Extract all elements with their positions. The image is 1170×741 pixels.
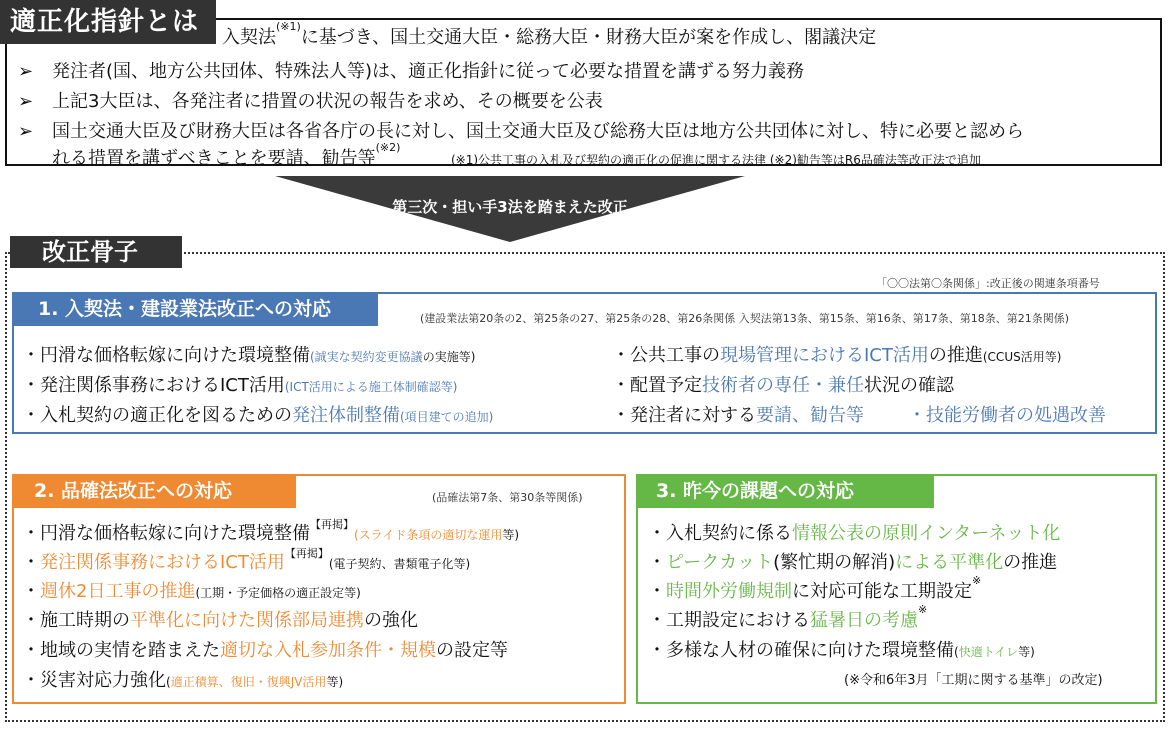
- footnote-marker: ※: [972, 574, 982, 587]
- bullet-text: 国土交通大臣及び財務大臣は各省各庁の長に対し、国土交通大臣及び総務大臣は地方公共団体に対し、特に必要と認めら: [52, 121, 1024, 142]
- section1-item: [612, 401, 864, 427]
- item-highlight: 発注関係事務におけるICT活用: [40, 552, 285, 573]
- item-text: 等): [1018, 645, 1035, 659]
- item-text: ・入札契約の適正化を図るための: [22, 405, 292, 426]
- item-text: の設定等: [436, 640, 508, 661]
- bullet-item: [18, 87, 603, 113]
- item-highlight: 適正積算、復旧・復興JV活用: [170, 675, 327, 689]
- section3-item: [648, 519, 1060, 545]
- bullet-continuation: [52, 141, 401, 170]
- intro-line: [222, 20, 877, 49]
- item-text: ・災害対応力強化: [22, 670, 166, 691]
- section2-item: [22, 548, 470, 574]
- item-text: ・入札契約に係る: [648, 523, 792, 544]
- bullet-text: 発注者(国、地方公共団体、特殊法人等)は、適正化指針に従って必要な措置を講ずる努力義務: [52, 61, 805, 82]
- item-text: ・円滑な価格転嫁に向けた環境整備: [22, 345, 310, 366]
- section-title-outline: 改正骨子: [10, 236, 182, 268]
- arrow-bullet-icon: ➢: [18, 61, 34, 82]
- item-highlight: (誠実な契約変更協議: [310, 350, 423, 364]
- item-text: 等): [502, 528, 520, 542]
- item-text: の実施等): [422, 350, 476, 364]
- legend-note: 「〇〇法第〇条関係」:改正後の関連条項番号: [876, 277, 1100, 290]
- bullet-item: [18, 57, 804, 83]
- section1-item: [22, 341, 475, 367]
- item-text: の推進: [1003, 552, 1058, 573]
- bullet-item: [18, 117, 1024, 143]
- section3-item: [648, 603, 928, 632]
- section2-item: [22, 577, 361, 603]
- item-text: に対応可能な工期設定: [792, 581, 972, 602]
- section3-item: [648, 574, 982, 603]
- item-text: 状況の確認: [864, 375, 954, 396]
- intro-text-b: に基づき、国土交通大臣・総務大臣・財務大臣が案を作成し、閣議決定: [300, 27, 877, 48]
- bullet-text: 上記3大臣は、各発注者に措置の状況の報告を求め、その概要を公表: [52, 91, 603, 112]
- section2-item: [22, 636, 508, 662]
- section1-item-highlight: ・技能労働者の処遇改善: [908, 405, 1106, 426]
- section1-item: [22, 401, 493, 427]
- arrow-label: 第三次・担い手3法を踏まえた改正: [392, 198, 628, 216]
- section2-item: [22, 519, 519, 545]
- arrow-bullet-icon: ➢: [18, 91, 34, 112]
- item-text: ・施工時期の: [22, 610, 130, 631]
- item-text: (: [954, 645, 959, 659]
- item-bullet: ・: [648, 581, 666, 602]
- item-highlight: 快適トイレ: [958, 645, 1019, 659]
- item-highlight: 猛暑日の考慮: [810, 610, 918, 631]
- item-text: ・配置予定: [612, 375, 702, 396]
- repost-marker: 【再掲】: [310, 518, 354, 531]
- item-highlight: (スライド条項の適切な運用: [354, 528, 503, 542]
- section3-title: 3. 昨今の課題への対応: [636, 474, 934, 508]
- item-highlight: 平準化に向けた関係部局連携: [130, 610, 364, 631]
- item-highlight: による平準化: [895, 552, 1004, 573]
- item-highlight: 現場管理におけるICT活用: [720, 345, 929, 366]
- section1-title: 1. 入契法・建設業法改正への対応: [12, 292, 378, 326]
- item-text: ・発注者に対する: [612, 405, 756, 426]
- section3-item: [648, 548, 1057, 574]
- item-text: ・発注関係事務におけるICT活用: [22, 375, 285, 396]
- item-highlight: ピークカット: [666, 552, 774, 573]
- footnote: (※1)公共工事の入札及び契約の適正化の促進に関する法律 (※2)勧告等はR6品確法等改正法で追加: [451, 153, 981, 167]
- item-highlight: 情報公表の原則インターネット化: [792, 523, 1061, 544]
- section2-title: 2. 品確法改正への対応: [12, 474, 296, 508]
- item-highlight: (ICT活用による施工体制確認等): [284, 380, 458, 394]
- section2-item: [22, 606, 418, 632]
- item-note: (CCUS活用等): [982, 350, 1062, 364]
- item-bullet: ・: [648, 552, 666, 573]
- intro-footnote-marker: (※1): [276, 20, 301, 33]
- item-text: ・円滑な価格転嫁に向けた環境整備: [22, 523, 310, 544]
- item-bullet: ・: [22, 581, 40, 602]
- item-text: の強化: [364, 610, 418, 631]
- item-bullet: ・: [22, 552, 40, 573]
- item-text: (繁忙期の解消): [773, 552, 896, 573]
- item-text: の推進: [928, 345, 983, 366]
- section3-note: (※令和6年3月「工期に関する基準」の改定): [844, 673, 1103, 688]
- footnote-marker: ※: [918, 603, 928, 616]
- section2-references: (品確法第7条、第30条等関係): [432, 491, 583, 504]
- section3-item: [648, 636, 1035, 662]
- item-text: 等): [326, 675, 344, 689]
- section1-item: [612, 371, 954, 397]
- item-text: ・多様な人材の確保に向けた環境整備: [648, 640, 954, 661]
- item-note: (項目建ての追加): [400, 410, 494, 424]
- section1-item: [612, 341, 1061, 367]
- section1-item: [22, 371, 458, 397]
- item-note: (工期・予定価格の適正設定等): [195, 586, 361, 600]
- bullet-text-continuation: れる措置を講ずべきことを要請、勧告等: [52, 148, 376, 169]
- repost-marker: 【再掲】: [284, 547, 329, 560]
- section2-item: [22, 666, 343, 692]
- arrow-bullet-icon: ➢: [18, 121, 34, 142]
- item-text: ・工期設定における: [648, 610, 810, 631]
- item-highlight: 技術者の専任・兼任: [702, 375, 864, 396]
- item-note: (電子契約、書類電子化等): [328, 557, 471, 571]
- footnote-marker: (※2): [375, 141, 401, 154]
- item-highlight: 適切な入札参加条件・規模: [220, 640, 436, 661]
- item-highlight: 時間外労働規制: [666, 581, 792, 602]
- intro-text-a: 入契法: [222, 27, 276, 48]
- item-text: ・地域の実情を踏まえた: [22, 640, 220, 661]
- section1-references: (建設業法第20条の2、第25条の27、第25条の28、第26条関係 入契法第13条、第15条、第16条、第17条、第18条、第21条関係): [420, 312, 1070, 325]
- item-text: (: [166, 675, 171, 689]
- item-highlight: 要請、勧告等: [756, 405, 864, 426]
- item-highlight: 発注体制整備: [292, 405, 400, 426]
- section-title-guideline: 適正化指針とは: [0, 0, 216, 44]
- item-text: ・公共工事の: [612, 345, 720, 366]
- item-highlight: 週休2日工事の推進: [40, 581, 196, 602]
